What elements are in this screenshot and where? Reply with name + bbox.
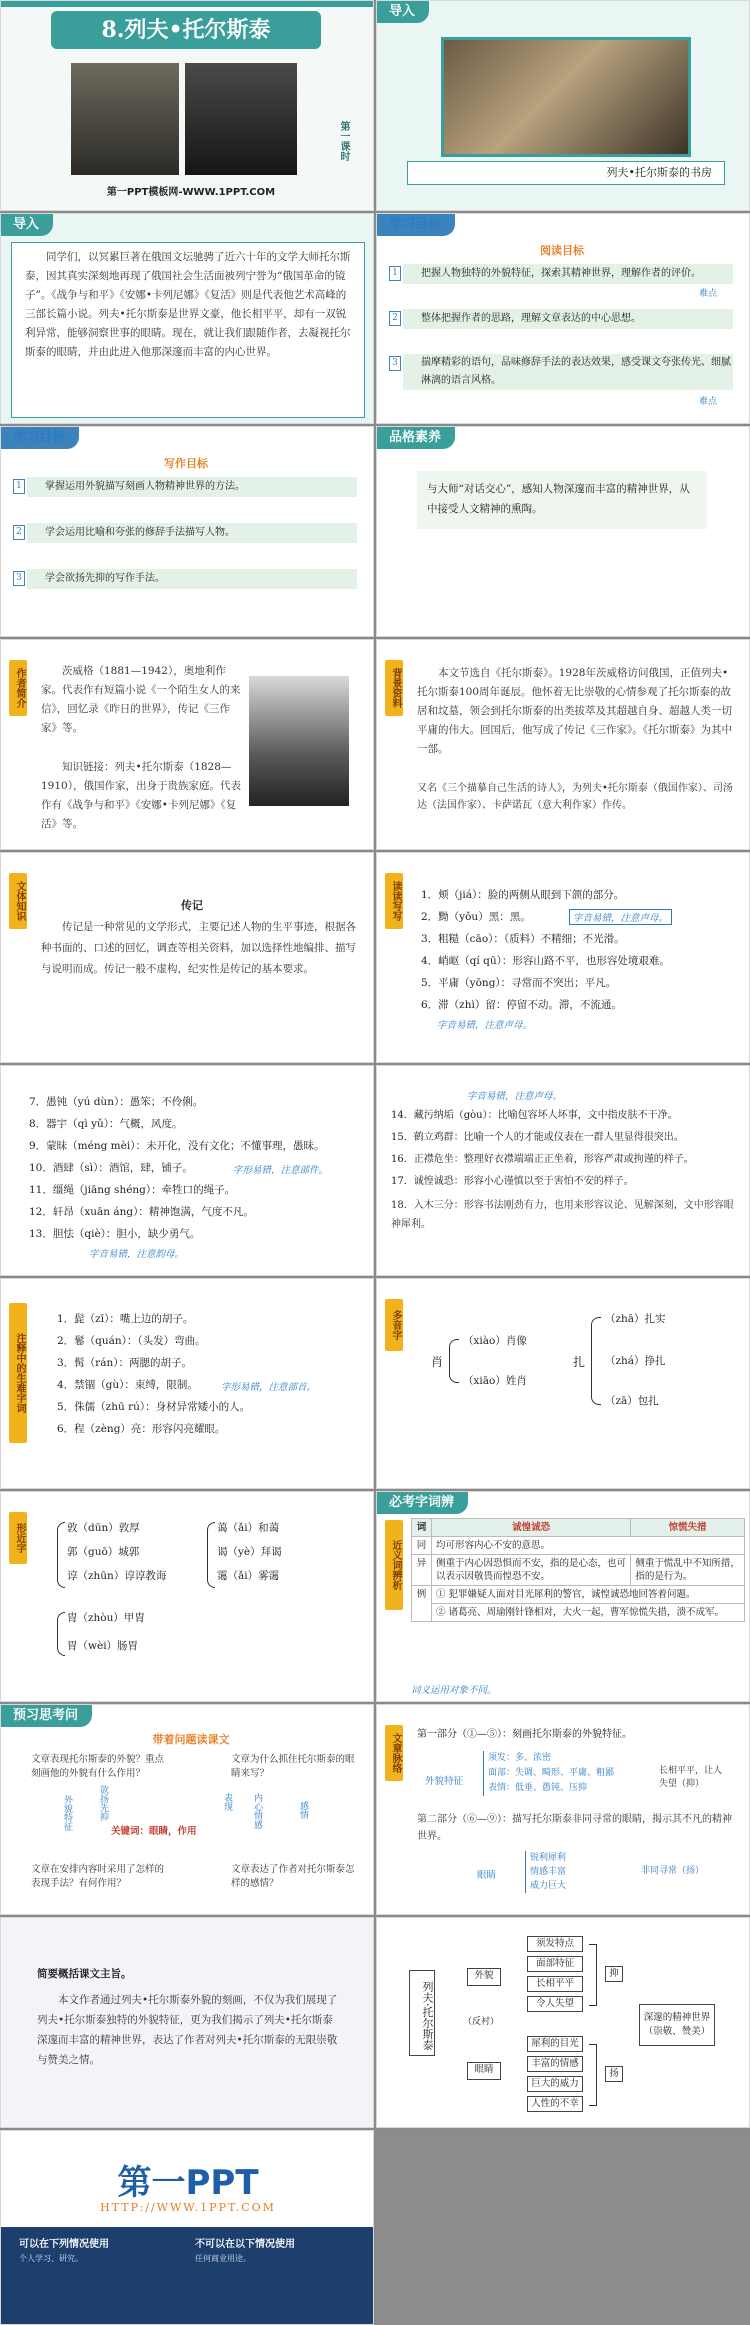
- difficulty-tag: 难点: [699, 289, 718, 299]
- slide-title: [0, 0, 374, 211]
- logo-url: HTTP://WWW.1PPT.COM: [100, 2201, 276, 2214]
- slide-intro-image: [376, 0, 750, 211]
- similar-char: 胄（zhòu）甲胄: [67, 1612, 145, 1624]
- slide-polyphones: [376, 1278, 750, 1489]
- section-tab: 学习目标: [1, 427, 79, 449]
- goal-item: 1 掌握运用外貌描写刻画人物精神世界的方法。: [27, 477, 357, 497]
- answer-hint: 表现: [222, 1793, 232, 1811]
- synonym-note: 词义运用对象不同。: [411, 1685, 497, 1696]
- vocab-item: 17．诚惶诚恐：形容小心谨慎以至于害怕不安的样子。: [391, 1176, 634, 1187]
- goals-subtitle: 阅读目标: [540, 244, 584, 257]
- slide-synonyms: [376, 1491, 750, 1702]
- study-room-photo: [441, 37, 691, 157]
- part-result: 长相平平，让人失望（抑）: [659, 1766, 723, 1789]
- vocab-item: 7．愚钝（yú dùn）：愚笨；不伶俐。: [29, 1096, 204, 1108]
- slide-writing-goals: [0, 426, 374, 637]
- intro-paragraph: 同学们，以冥累巨著在俄国文坛驰骋了近六十年的文学大师托尔斯泰，因其真实深刻地再现了俄国社会生活面被列宁誉为“俄国革命的镜子”。《战争与和平》《安娜•卡列尼娜》《复活》则是代表他艺术高峰的三部长篇小说。列夫•托尔斯泰是世界文豪，他长相平平，却有一双锐利异常，能够洞察世事的眼睛。现在，就让我们跟随作者，去凝视托尔斯泰的眼睛，并由此进入他那深邃而丰富的内心世界。: [25, 251, 351, 358]
- part-result: 非同寻常（扬）: [641, 1866, 705, 1876]
- lesson-hour: 第一课时: [338, 121, 349, 161]
- vocab-note: 字形易错，注意部件。: [233, 1165, 329, 1176]
- goal-item: 2 整体把握作者的思路，理解文章表达的中心思想。: [403, 309, 733, 329]
- slide-credits: [0, 2130, 374, 2325]
- vocab-note: 字音易错，注意韵母。: [89, 1249, 185, 1260]
- mindmap-node: 外貌: [467, 1968, 501, 1986]
- vocab-item: 14．藏污纳垢（gòu）：比喻包容坏人坏事，文中指皮肤不干净。: [391, 1110, 678, 1121]
- mindmap-leaf: 犀利的目光: [527, 2036, 583, 2052]
- vocab-item: 8．器宇（qì yǔ）：气概，风度。: [29, 1118, 183, 1130]
- vocab-item: 6．程（zèng）亮：形容闪亮耀眼。: [57, 1423, 226, 1435]
- question: 文章表现托尔斯泰的外貌？重点刻画他的外貌有什么作用？: [31, 1754, 165, 1779]
- background-note: 又名《三个描摹自己生活的诗人》，为列夫•托尔斯泰（俄国作家）、司汤达（法国作家）、卡萨诺瓦（意大利作家）作传。: [417, 783, 733, 811]
- goal-item: 2 学会运用比喻和夸张的修辞手法描写人物。: [27, 523, 357, 543]
- vocab-item: 18．入木三分：形容书法刚劲有力，也用来形容议论、见解深刻，文中形容眼神犀利。: [391, 1200, 734, 1230]
- logo: 第一PPT: [117, 2163, 259, 2203]
- similar-char: 郭（guō）城郭: [67, 1546, 140, 1558]
- genre-text: 传记是一种常见的文学形式，主要记述人物的生平事迹，根据各种书面的、口述的回忆，调查等相关资料，加以选择性地编排、描写与说明而成。传记一般不虚构，纪实性是传记的基本要求。: [41, 921, 356, 975]
- slide-vocab-3: [376, 1065, 750, 1276]
- vocab-item: 10．酒肆（sì）：酒馆，肆，铺子。: [29, 1162, 193, 1174]
- part-heading: 第一部分（①—⑤）：刻画托尔斯泰的外貌特征。: [417, 1729, 632, 1740]
- vocab-item: 3．髯（rán）：两腮的胡子。: [57, 1357, 192, 1369]
- goal-item: 1 把握人物独特的外貌特征，探索其精神世界，理解作者的评价。: [403, 264, 733, 284]
- mindmap-root: 列夫·托尔斯泰: [409, 1970, 435, 2056]
- answer-hint: 感情: [298, 1801, 308, 1819]
- vocab-item: 13．胆怯（qiè）：胆小，缺少勇气。: [29, 1228, 201, 1240]
- vocab-item: 4．禁锢（gù）：束缚，限制。: [57, 1379, 198, 1391]
- slide-reading-goals: [376, 213, 750, 424]
- part-label: 眼睛: [477, 1870, 497, 1881]
- goal-item: 3 学会欲扬先抑的写作手法。: [27, 569, 357, 589]
- side-tab: 读读写写: [385, 873, 403, 929]
- slide-literacy: [376, 426, 750, 637]
- section-tab: 品格素养: [377, 427, 455, 449]
- side-tab: 作者简介: [9, 660, 27, 716]
- synonym-table: 词 诚惶诚恐 惊慌失措 同 均可形容内心不安的意思。 异 侧重于内心因恐惧而不安，指的是心态，也可以表示因敬畏而惶恐不安。 侧重于慌乱中不知所措，指的是行为。 例 ① 犯罪嫌疑人面对目光犀利的警官，诚惶诚恐地回答着问题。 ② 诸葛亮、周瑜刚针锋相对，大火一起，曹军惊慌失措，溃不成军。: [411, 1518, 745, 1622]
- vocab-item: 15．鹤立鸡群：比喻一个人的才能或仪表在一群人里显得很突出。: [391, 1132, 684, 1143]
- slide-preview-questions: [0, 1704, 374, 1915]
- poly-reading: （zhá）挣扎: [605, 1355, 666, 1367]
- portrait-photo: [185, 63, 297, 175]
- vocab-item: 1．髭（zī）：嘴上边的胡子。: [57, 1313, 194, 1325]
- mindmap-leaf: 令人失望: [527, 1996, 583, 2012]
- vocab-item: 2．鬈（quán）：（头发）弯曲。: [57, 1335, 206, 1347]
- mindmap-tag: 扬: [605, 2066, 623, 2082]
- poly-reading: （xiào）肖像: [463, 1335, 527, 1347]
- usage-allowed: 可以在下列情况使用: [19, 2239, 109, 2250]
- slide-vocab-1: [376, 852, 750, 1063]
- theme-label: 简要概括课文主旨。: [37, 1968, 132, 1980]
- vocab-item: 12．轩昂（xuān áng）：精神饱满，气度不凡。: [29, 1206, 254, 1218]
- similar-char: 蔼（ǎi）和蔼: [217, 1522, 280, 1534]
- poly-char: 扎: [573, 1355, 586, 1369]
- vocab-item: 2．黝（yǒu）黑：黑。: [421, 911, 531, 923]
- difficulty-tag: 难点: [699, 397, 718, 407]
- genre-heading: 传记: [181, 899, 203, 912]
- mindmap-leaf: 须发特点: [527, 1936, 583, 1952]
- mindmap-result: 深邃的精神世界（崇敬、赞美）: [639, 2004, 715, 2046]
- slide-vocab-2: [0, 1065, 374, 1276]
- poly-reading: （zā）包扎: [605, 1395, 659, 1407]
- slide-similar-chars: [0, 1491, 374, 1702]
- vocab-item: 3．粗糙（cāo）：（质料）不精细；不光滑。: [421, 933, 625, 945]
- vocab-note: 字音易错，注意声母。: [437, 1020, 533, 1031]
- vocab-item: 11．缰绳（jiāng shéng）：牵牲口的绳子。: [29, 1184, 236, 1196]
- knowledge-link: 知识链接：列夫•托尔斯泰（1828—1910），俄国作家，出身于贵族家庭。代表作有《战争与和平》《安娜•卡列尼娜》《复活》等。: [41, 761, 241, 830]
- vocab-item: 9．蒙昧（méng mèi）：未开化，没有文化；不懂事理，愚昧。: [29, 1140, 325, 1152]
- goal-item: 3 揣摩精彩的语句，品味修辞手法的表达效果，感受课文夸张传光、细腻淋漓的语言风格。: [403, 354, 733, 390]
- section-tab: 预习思考问: [1, 1705, 92, 1727]
- side-tab: 近义词辨析: [385, 1520, 403, 1610]
- vocab-item: 16．正襟危坐：整理好衣襟端端正正坐着，形容严肃或拘谨的样子。: [391, 1154, 694, 1165]
- section-tab: 学习目标: [377, 214, 455, 236]
- mindmap-leaf: 面部特征: [527, 1956, 583, 1972]
- slide-structure: [376, 1704, 750, 1915]
- slide-genre: [0, 852, 374, 1063]
- author-bio: 茨威格（1881—1942），奥地利作家。代表作有短篇小说《一个陌生女人的来信》，回忆录《昨日的世界》，传记《三作家》等。: [41, 665, 241, 734]
- vocab-item: 5．侏儒（zhū rú）：身材异常矮小的人。: [57, 1401, 251, 1413]
- answer-hint: 外貌特征: [62, 1795, 72, 1831]
- footer-site: 第一PPT模板网-WWW.1PPT.COM: [106, 187, 276, 198]
- usage-allowed-item: 个人学习、研究。: [19, 2254, 83, 2263]
- poly-reading: （xiāo）姓肖: [463, 1375, 527, 1387]
- side-tab: 文体知识: [9, 873, 27, 929]
- mindmap-leaf: 丰富的情感: [527, 2056, 583, 2072]
- similar-char: 胃（wèi）肠胃: [67, 1640, 139, 1652]
- slide-mindmap: [376, 1917, 750, 2128]
- question: 文章为什么抓住托尔斯泰的眼睛来写？: [231, 1754, 355, 1779]
- similar-char: 敦（dūn）敦厚: [67, 1522, 140, 1534]
- side-tab: 文章脉络: [385, 1725, 403, 1781]
- side-tab: 形近字: [9, 1512, 27, 1564]
- slide-author: [0, 639, 374, 850]
- literacy-text: 与大师“对话交心”，感知人物深邃而丰富的精神世界，从中接受人文精神的熏陶。: [417, 471, 707, 529]
- theme-text: 本文作者通过列夫•托尔斯泰外貌的刻画，不仅为我们展现了列夫•托尔斯泰独特的外貌特征，更为我们揭示了列夫•托尔斯泰深邃而丰富的精神世界，表达了作者对列夫•托尔斯泰的无限崇敬与赞美之情。: [37, 1994, 338, 2066]
- answer-hint: 内心情感: [252, 1793, 262, 1829]
- slide-background: [376, 639, 750, 850]
- vocab-item: 6．滞（zhì）留：停留不动。滞，不流通。: [421, 999, 622, 1011]
- part-detail: 锐利犀利 情感丰富 威力巨大: [525, 1851, 566, 1893]
- part-detail: 须发：多、浓密 面部：失调、畸形、平庸、粗鄙 表情：低垂、愚钝、压抑: [483, 1751, 623, 1796]
- similar-char: 霭（ǎi）雾霭: [217, 1570, 280, 1582]
- mindmap-leaf: 长相平平: [527, 1976, 583, 1992]
- top-bar: [1, 1, 373, 7]
- section-tab: 必考字词辨: [377, 1492, 468, 1514]
- empty-area: [376, 2130, 750, 2325]
- similar-char: 谒（yè）拜谒: [217, 1546, 282, 1558]
- side-tab: 多音字: [385, 1299, 403, 1351]
- background-text: 本文节选自《托尔斯泰》。1928年茨威格访问俄国，正值列夫•托尔斯泰100周年诞辰。他怀着无比崇敬的心情参观了托尔斯泰的故居和坟墓，领会到托尔斯泰的出类拔萃及其超越自身、超越人类一切平庸的伟大。回国后，他写成了传记《三作家》。《托尔斯泰》为其中一部。: [417, 667, 732, 755]
- vocab-item: 1．颊（jiá）：脸的两侧从眼到下颌的部分。: [421, 889, 625, 901]
- usage-forbidden: 不可以在以下情况使用: [195, 2239, 295, 2250]
- side-tab: 背景资料: [385, 660, 403, 716]
- goals-subtitle: 写作目标: [164, 457, 208, 470]
- photo-caption: 列夫•托尔斯泰的书房: [407, 161, 725, 185]
- similar-char: 谆（zhūn）谆谆教诲: [67, 1570, 167, 1582]
- vocab-item: 5．平庸（yōng）：寻常而不突出；平凡。: [421, 977, 617, 989]
- part-label: 外貌特征: [425, 1776, 464, 1787]
- part-heading: 第二部分（⑥—⑨）：描写托尔斯泰非同寻常的眼睛，揭示其不凡的精神世界。: [417, 1814, 732, 1842]
- slide-intro-text: [0, 213, 374, 424]
- author-photo: [249, 676, 349, 806]
- poly-char: 肖: [431, 1355, 444, 1369]
- preview-subtitle: 带着问题读课文: [152, 1733, 230, 1746]
- poly-reading: （zhā）扎实: [605, 1313, 666, 1325]
- slide-theme: [0, 1917, 374, 2128]
- lesson-title: 8.列夫•托尔斯泰: [51, 11, 321, 49]
- vocab-item: 4．峭岖（qí qū）：形容山路不平，也形容处境艰难。: [421, 955, 670, 967]
- side-tab: 注释中的生难字词: [9, 1303, 27, 1443]
- keywords: 关键词：眼睛，作用: [111, 1826, 197, 1837]
- section-tab: 导入: [377, 1, 429, 23]
- vocab-note: 字音易错，注意声母。: [569, 909, 672, 925]
- mindmap-node: 眼睛: [467, 2062, 501, 2080]
- vocab-note: 字音易错，注意声母。: [467, 1091, 563, 1102]
- vocab-note: 字形易错，注意部首。: [221, 1382, 317, 1393]
- slide-annotations: [0, 1278, 374, 1489]
- mindmap-leaf: 人性的不幸: [527, 2096, 583, 2112]
- mindmap-leaf: 巨大的威力: [527, 2076, 583, 2092]
- portrait-photo: [71, 63, 179, 175]
- mindmap-tag: 抑: [605, 1966, 623, 1982]
- answer-hint: 欲扬先抑: [98, 1785, 108, 1821]
- question: 文章在安排内容时采用了怎样的表现手法？有何作用？: [31, 1864, 165, 1889]
- usage-forbidden-item: 任何商业用途。: [195, 2254, 251, 2263]
- question: 文章表达了作者对托尔斯泰怎样的感情？: [231, 1864, 355, 1889]
- mindmap-link: （反衬）: [463, 2017, 500, 2027]
- section-tab: 导入: [1, 214, 53, 236]
